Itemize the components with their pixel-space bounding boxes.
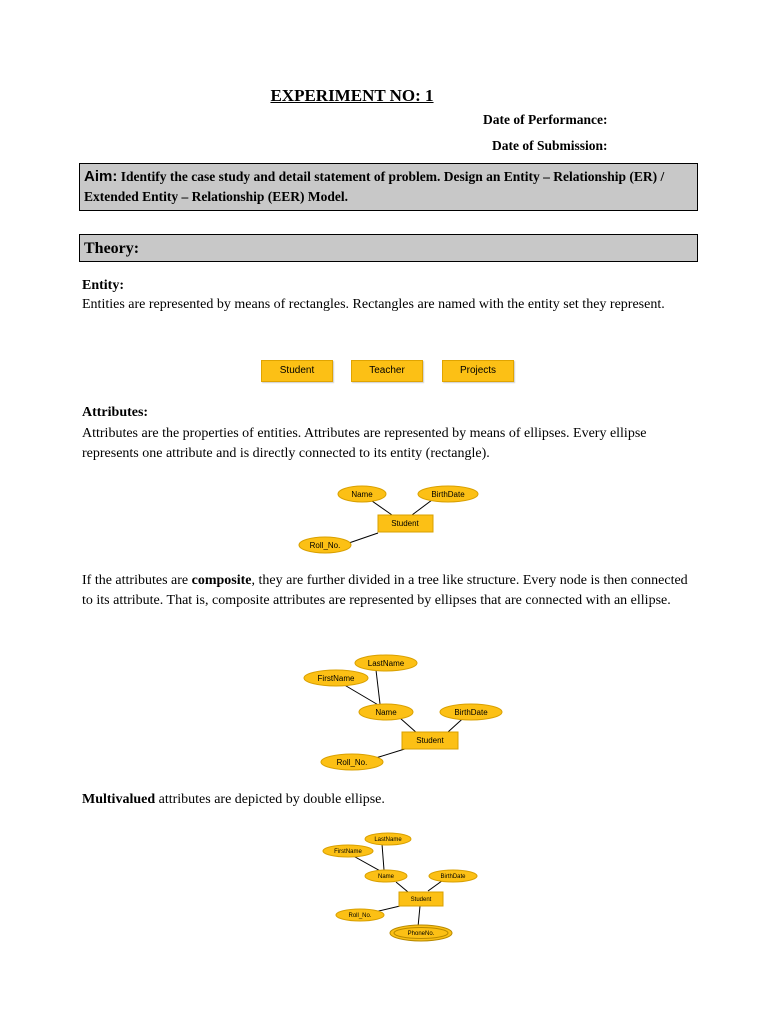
theory-heading — [79, 234, 698, 262]
attr-composite-name-label: Name — [377, 874, 395, 880]
entity-box-student: Student — [261, 360, 333, 382]
attr-name-label: Name — [351, 490, 373, 499]
composite-text-post: , they are further divided in a tree like structure. Every node is then connected to its attribute. That is, composite attributes are represented by ellipses that are connected with an ellipse. — [82, 573, 688, 608]
entity-paragraph: Entities are represented by means of rectangles. Rectangles are named with the entity set they represent. — [82, 297, 665, 312]
multivalued-text-post: attributes are depicted by double ellipse. — [155, 792, 385, 807]
attr-birthdate-label: BirthDate — [454, 708, 488, 717]
multivalued-bold: Multivalued — [82, 792, 156, 807]
attr-rollno-label: Roll_No. — [309, 541, 341, 550]
entity-student-label: Student — [391, 519, 419, 528]
date-of-performance: Date of Performance: — [483, 112, 608, 127]
attributes-heading: Attributes: — [82, 405, 149, 420]
aim-text: Identify the case study and detail statement of problem. Design an Entity – Relationship (ER) / Extended Entity – Relationship (EER) Model. — [84, 169, 665, 204]
multivalued-paragraph — [82, 790, 702, 810]
entity-student-label: Student — [416, 736, 444, 745]
attr-firstname-label: FirstName — [334, 849, 362, 855]
attr-rollno-label: Roll_No. — [336, 758, 368, 767]
aim-label: Aim: — [84, 168, 118, 185]
entity-box-projects: Projects — [442, 360, 514, 382]
theory-label: Theory: — [84, 240, 140, 257]
composite-text-pre: If the attributes are — [82, 573, 192, 588]
date-of-submission: Date of Submission: — [492, 138, 608, 153]
attr-lastname-label: LastName — [374, 837, 402, 843]
multivalued-diagram — [318, 828, 483, 943]
attr-birthdate-label: BirthDate — [440, 874, 466, 880]
composite-bold: composite — [191, 573, 252, 588]
entity-heading: Entity: — [82, 278, 124, 293]
attributes-diagram — [290, 478, 490, 558]
entity-student-label: Student — [410, 897, 432, 903]
composite-paragraph — [82, 571, 702, 611]
composite-diagram — [300, 650, 510, 775]
attr-birthdate-label: BirthDate — [431, 490, 465, 499]
page-title: EXPERIMENT NO: 1 — [270, 86, 434, 105]
attr-lastname-label: LastName — [367, 659, 405, 668]
attributes-paragraph: Attributes are the properties of entities. Attributes are represented by means of ellipses. Every ellipse represents one attribute and is directly connected to its entity (rectangle). — [82, 426, 647, 461]
attr-rollno-label: Roll_No. — [348, 913, 372, 919]
attr-firstname-label: FirstName — [317, 674, 355, 683]
attr-composite-name-label: Name — [375, 708, 397, 717]
aim-box — [79, 163, 698, 211]
entity-box-teacher: Teacher — [351, 360, 423, 382]
attr-phoneno-label: PhoneNo. — [407, 931, 435, 937]
